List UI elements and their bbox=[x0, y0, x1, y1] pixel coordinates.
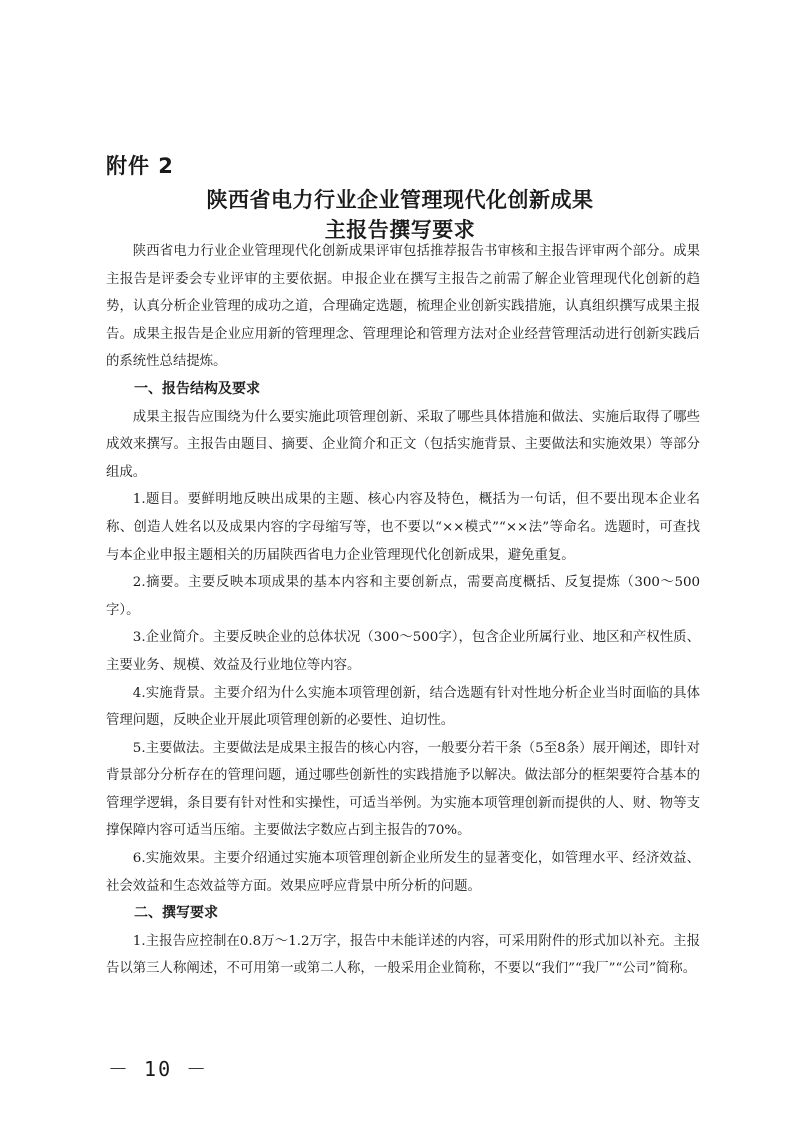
page-number: － 10 － bbox=[108, 1057, 209, 1081]
section-heading-structure: 一、报告结构及要求 bbox=[134, 380, 260, 397]
item-main-practices: 5.主要做法。主要做法是成果主报告的核心内容，一般要分若干条（5至8条）展开阐述，即针对背景部分分析存在的管理问题，通过哪些创新性的实践措施予以解决。做法部分的框架要符合基本的管理学逻辑，条目要有针对性和实操性，可适当举例。为实施本项管理创新而提供的人、财、物等支撑保障内容可适当压缩。主要做法字数应占到主报告的70%。 bbox=[106, 740, 700, 839]
section-intro-paragraph: 成果主报告应围绕为什么要实施此项管理创新、采取了哪些具体措施和做法、实施后取得了哪些成效来撰写。主报告由题目、摘要、企业简介和正文（包括实施背景、主要做法和实施效果）等部分组成。 bbox=[106, 409, 700, 480]
intro-paragraph: 陕西省电力行业企业管理现代化创新成果评审包括推荐报告书审核和主报告评审两个部分。成果主报告是评委会专业评审的主要依据。申报企业在撰写主报告之前需了解企业管理现代化创新的趋势，认真分析企业管理的成功之道，合理确定选题，梳理企业创新实践措施，认真组织撰写成果主报告。成果主报告是企业应用新的管理理念、管理理论和管理方法对企业经营管理活动进行创新实践后的系统性总结提炼。 bbox=[106, 244, 700, 370]
item-company-profile: 3.企业简介。主要反映企业的总体状况（300～500字），包含企业所属行业、地区和产权性质、主要业务、规模、效益及行业地位等内容。 bbox=[106, 630, 700, 673]
writing-requirement-1: 1.主报告应控制在0.8万～1.2万字，报告中未能详述的内容，可采用附件的形式加以补充。主报告以第三人称阐述，不可用第一或第二人称，一般采用企业简称，不要以“我们”“我厂”“公司”简称。 bbox=[106, 933, 700, 977]
attachment-label: 附件 2 bbox=[106, 154, 174, 178]
document-title-line-2: 主报告撰写要求 bbox=[324, 218, 476, 242]
section-heading-writing: 二、撰写要求 bbox=[134, 905, 218, 922]
item-abstract: 2.摘要。主要反映本项成果的基本内容和主要创新点，需要高度概括、反复提炼（300～500字）。 bbox=[106, 575, 700, 618]
item-title: 1.题目。要鲜明地反映出成果的主题、核心内容及特色，概括为一句话，但不要出现本企业名称、创造人姓名以及成果内容的字母缩写等，也不要以“××模式”“××法”等命名。选题时，可查找与本企业申报主题相关的历届陕西省电力企业管理现代化创新成果，避免重复。 bbox=[106, 492, 700, 563]
item-effects: 6.实施效果。主要介绍通过实施本项管理创新企业所发生的显著变化，如管理水平、经济效益、社会效益和生态效益等方面。效果应呼应背景中所分析的问题。 bbox=[106, 851, 700, 894]
document-body bbox=[106, 238, 700, 983]
item-background: 4.实施背景。主要介绍为什么实施本项管理创新，结合选题有针对性地分析企业当时面临的具体管理问题，反映企业开展此项管理创新的必要性、迫切性。 bbox=[106, 685, 700, 729]
document-title-line-1: 陕西省电力行业企业管理现代化创新成果 bbox=[206, 188, 594, 212]
